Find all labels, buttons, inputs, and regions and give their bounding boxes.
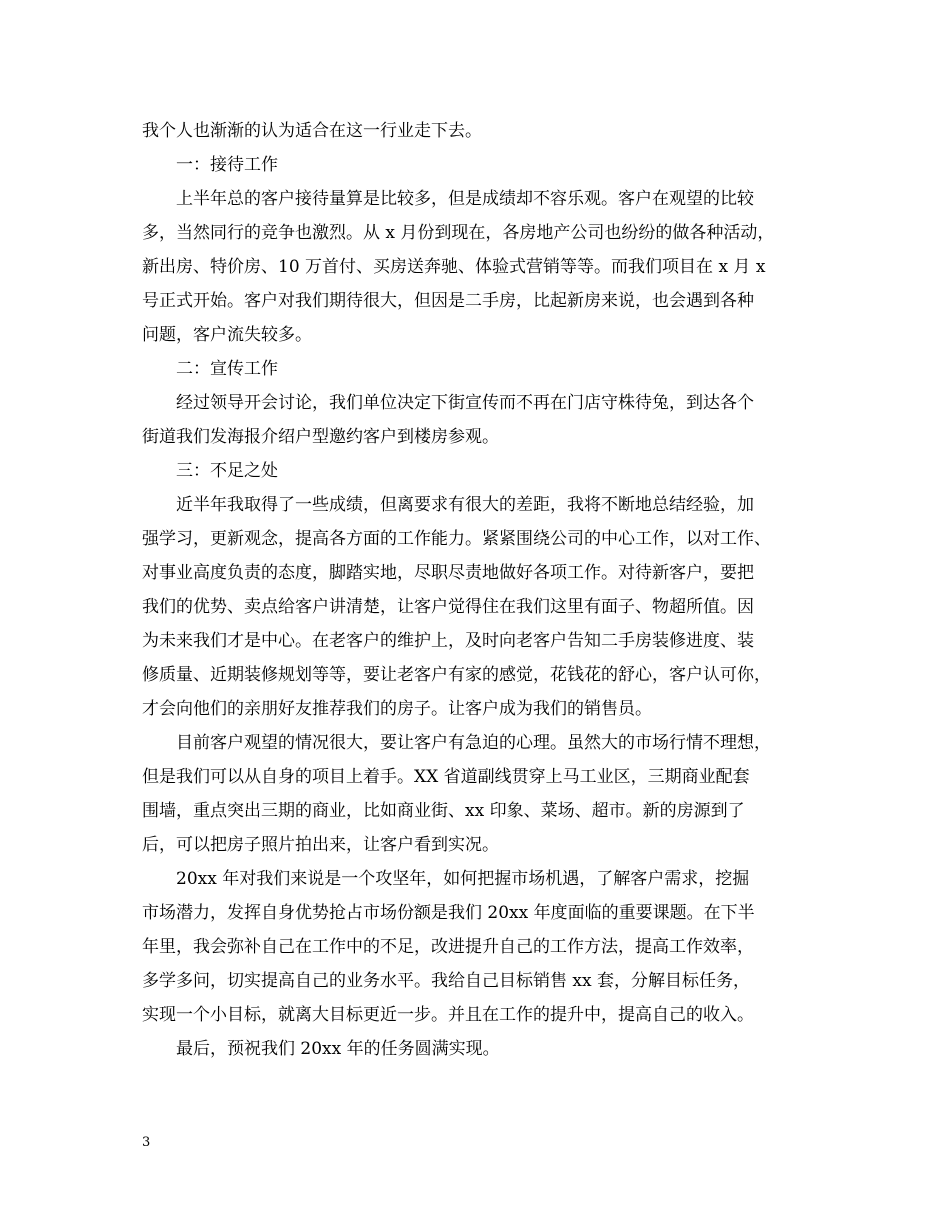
text-line: 才会向他们的亲朋好友推荐我们的房子。让客户成为我们的销售员。 bbox=[142, 699, 652, 719]
text-line: 目前客户观望的情况很大，要让客户有急迫的心理。虽然大的市场行情不理想， bbox=[176, 733, 771, 753]
section-heading-promotion: 二：宣传工作 bbox=[176, 359, 278, 379]
text-line: 20xx 年对我们来说是一个攻坚年，如何把握市场机遇，了解客户需求，挖掘 bbox=[176, 869, 750, 889]
text-line: 强学习，更新观念，提高各方面的工作能力。紧紧围绕公司的中心工作，以对工作、 bbox=[142, 529, 771, 549]
text-line: 经过领导开会讨论，我们单位决定下街宣传而不再在门店守株待兔，到达各个 bbox=[176, 393, 754, 413]
text-line: 上半年总的客户接待量算是比较多，但是成绩却不容乐观。客户在观望的比较 bbox=[176, 189, 754, 209]
body-text bbox=[142, 114, 812, 1066]
text-line: 新出房、特价房、10 万首付、买房送奔驰、体验式营销等等。而我们项目在 x 月 x bbox=[142, 257, 766, 277]
text-line: 近半年我取得了一些成绩，但离要求有很大的差距，我将不断地总结经验，加 bbox=[176, 495, 754, 515]
text-line: 对事业高度负责的态度，脚踏实地，尽职尽责地做好各项工作。对待新客户，要把 bbox=[142, 563, 754, 583]
text-line: 年里，我会弥补自己在工作中的不足，改进提升自己的工作方法，提高工作效率， bbox=[142, 937, 754, 957]
text-line: 多，当然同行的竞争也激烈。从 x 月份到现在，各房地产公司也纷纷的做各种活动， bbox=[142, 223, 775, 243]
text-line: 街道我们发海报介绍户型邀约客户到楼房参观。 bbox=[142, 427, 499, 447]
text-line: 为未来我们才是中心。在老客户的维护上，及时向老客户告知二手房装修进度、装 bbox=[142, 631, 754, 651]
text-line: 多学多问，切实提高自己的业务水平。我给自己目标销售 xx 套，分解目标任务， bbox=[142, 971, 750, 991]
text-line: 最后，预祝我们 20xx 年的任务圆满实现。 bbox=[176, 1039, 500, 1059]
text-line: 市场潜力，发挥自身优势抢占市场份额是我们 20xx 年度面临的重要课题。在下半 bbox=[142, 903, 755, 923]
text-line: 实现一个小目标，就离大目标更近一步。并且在工作的提升中，提高自己的收入。 bbox=[142, 1005, 754, 1025]
text-line: 问题，客户流失较多。 bbox=[142, 325, 312, 345]
section-heading-shortcomings: 三：不足之处 bbox=[176, 461, 278, 481]
page-number: 3 bbox=[142, 1135, 151, 1150]
text-line: 围墙，重点突出三期的商业，比如商业街、xx 印象、菜场、超市。新的房源到了 bbox=[142, 801, 745, 821]
text-line: 修质量、近期装修规划等等，要让老客户有家的感觉，花钱花的舒心，客户认可你， bbox=[142, 665, 771, 685]
section-heading-reception: 一：接待工作 bbox=[176, 155, 278, 175]
text-line: 但是我们可以从自身的项目上着手。XX 省道副线贯穿上马工业区，三期商业配套 bbox=[142, 767, 750, 787]
text-line: 号正式开始。客户对我们期待很大，但因是二手房，比起新房来说，也会遇到各种 bbox=[142, 291, 754, 311]
text-line: 我个人也渐渐的认为适合在这一行业走下去。 bbox=[142, 121, 482, 141]
text-line: 我们的优势、卖点给客户讲清楚，让客户觉得住在我们这里有面子、物超所值。因 bbox=[142, 597, 754, 617]
text-line: 后，可以把房子照片拍出来，让客户看到实况。 bbox=[142, 835, 499, 855]
